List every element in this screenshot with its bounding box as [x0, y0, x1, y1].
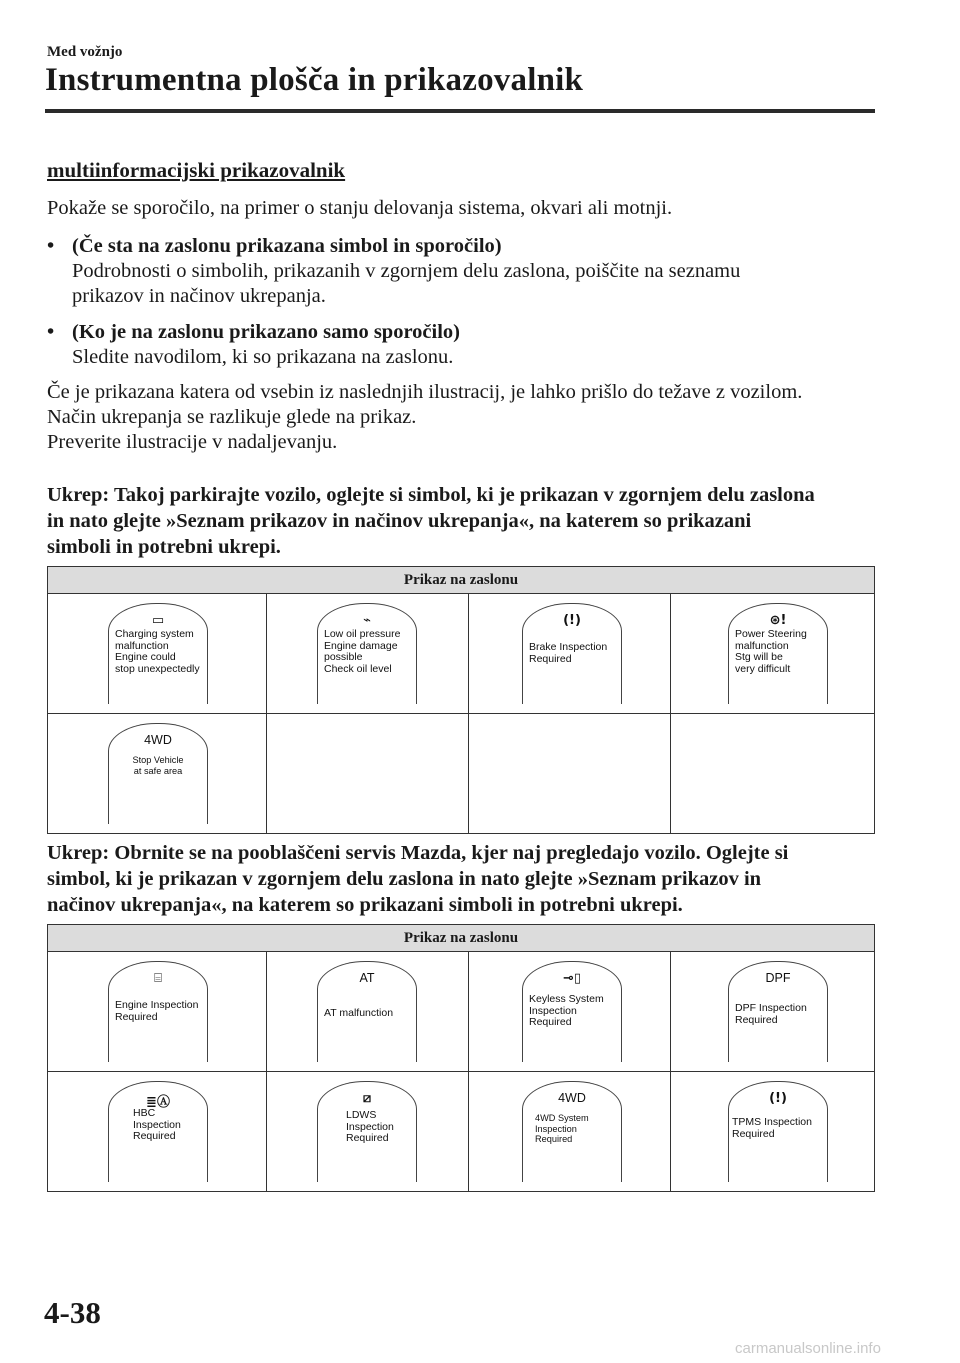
display-frame [317, 961, 417, 1062]
4wd-text-icon: 4WD [558, 1091, 586, 1105]
bullet-text: Sledite navodilom, ki so prikazana na zaslonu. [72, 346, 454, 368]
display-frame [108, 961, 208, 1062]
display-message: Engine Inspection Required [115, 999, 199, 1023]
action-heading-1 [47, 482, 882, 560]
explanation-paragraph [47, 380, 802, 455]
table-cell [48, 1072, 267, 1191]
display-message: Charging system malfunction Engine could stop unexpectedly [115, 628, 200, 675]
display-table-1 [47, 566, 875, 834]
action-line: Ukrep: Takoj parkirajte vozilo, oglejte si simbol, ki je prikazan v zgornjem delu zaslona [47, 484, 815, 506]
table-grid [48, 594, 874, 833]
bullet-title: (Ko je na zaslonu prikazano samo sporočilo) [72, 321, 460, 343]
ldws-lane-icon: ⧄ [362, 1091, 372, 1106]
action-line: Ukrep: Obrnite se na pooblaščeni servis Mazda, kjer naj pregledajo vozilo. Oglejte si [47, 842, 789, 864]
page-title: Instrumentna plošča in prikazovalnik [45, 62, 584, 98]
display-message: Stop Vehicle at safe area [132, 755, 184, 776]
display-frame [317, 1081, 417, 1182]
table-cell-empty [671, 714, 874, 833]
key-icon: ⊸▯ [562, 971, 582, 986]
brake-warning-icon: (!) [563, 613, 581, 628]
table-cell [671, 1072, 874, 1191]
bullet-text: prikazov in načinov ukrepanja. [72, 285, 326, 307]
bullet-title: (Če sta na zaslonu prikazana simbol in sporočilo) [72, 235, 502, 257]
display-message: 4WD System Inspection Required [535, 1113, 589, 1144]
intro-text: Pokaže se sporočilo, na primer o stanju delovanja sistema, okvari ali motnji. [47, 197, 673, 219]
table-cell [267, 952, 469, 1072]
watermark: carmanualsonline.info [735, 1340, 881, 1357]
action-heading-2 [47, 840, 882, 918]
display-message: LDWS Inspection Required [346, 1109, 394, 1144]
display-message: Keyless System Inspection Required [529, 993, 604, 1028]
display-frame [317, 603, 417, 704]
bullet-dot: • [47, 235, 55, 257]
power-steering-icon: ⊛! [769, 613, 787, 628]
table-header: Prikaz na zaslonu [48, 925, 874, 952]
table-grid [48, 952, 874, 1191]
bullet-1 [47, 234, 740, 309]
table-cell [469, 1072, 671, 1191]
display-message: AT malfunction [324, 1007, 394, 1019]
table-cell-empty [267, 714, 469, 833]
bullet-2 [47, 320, 460, 370]
display-message: Power Steering malfunction Stg will be very difficult [735, 628, 807, 675]
display-frame [108, 603, 208, 704]
display-frame [728, 603, 828, 704]
display-message: HBC Inspection Required [133, 1107, 181, 1142]
table-cell [671, 952, 874, 1072]
table-cell [48, 952, 267, 1072]
hbc-headlight-icon: ≣Ⓐ [146, 1095, 170, 1110]
action-line: načinov ukrepanja«, na katerem so prikazani simboli in potrebni ukrepi. [47, 894, 683, 916]
table-cell [267, 1072, 469, 1191]
paragraph-line: Način ukrepanja se razlikuje glede na prikaz. [47, 406, 417, 428]
engine-icon: ⌸ [154, 971, 162, 986]
table-cell [469, 952, 671, 1072]
paragraph-line: Preverite ilustracije v nadaljevanju. [47, 431, 338, 453]
action-line: simboli in potrebni ukrepi. [47, 536, 281, 558]
display-message: DPF Inspection Required [735, 1002, 807, 1026]
at-text-icon: AT [359, 971, 375, 985]
display-frame [108, 1081, 208, 1182]
table-cell [267, 594, 469, 714]
battery-icon: ▭ [151, 613, 165, 628]
display-frame [108, 723, 208, 824]
action-line: simbol, ki je prikazan v zgornjem delu zaslona in nato glejte »Seznam prikazov in [47, 868, 762, 890]
display-frame [522, 961, 622, 1062]
oil-can-icon: ⌁ [363, 613, 371, 628]
table-header: Prikaz na zaslonu [48, 567, 874, 594]
dpf-text-icon: DPF [765, 971, 791, 985]
display-message: TPMS Inspection Required [732, 1116, 812, 1140]
table-cell [48, 714, 267, 833]
bullet-text: Podrobnosti o simbolih, prikazanih v zgornjem delu zaslona, poiščite na seznamu [72, 260, 741, 282]
title-rule [45, 109, 875, 113]
display-table-2 [47, 924, 875, 1192]
display-frame [522, 603, 622, 704]
page-number: 4-38 [44, 1295, 101, 1330]
4wd-text-icon: 4WD [144, 733, 172, 747]
display-message: Low oil pressure Engine damage possible Check oil level [324, 628, 401, 675]
tpms-tire-icon: (!) [769, 1091, 787, 1106]
table-cell [469, 594, 671, 714]
subheading: multiinformacijski prikazovalnik [47, 158, 346, 182]
table-cell [48, 594, 267, 714]
action-line: in nato glejte »Seznam prikazov in načinov ukrepanja«, na katerem so prikazani [47, 510, 752, 532]
display-message: Brake Inspection Required [529, 641, 608, 665]
paragraph-line: Če je prikazana katera od vsebin iz naslednjih ilustracij, je lahko prišlo do težave z vozilom. [47, 381, 803, 403]
display-frame [728, 961, 828, 1062]
bullet-dot: • [47, 321, 55, 343]
display-frame [728, 1081, 828, 1182]
table-cell-empty [469, 714, 671, 833]
table-cell [671, 594, 874, 714]
display-frame [522, 1081, 622, 1182]
section-label: Med vožnjo [47, 44, 123, 60]
